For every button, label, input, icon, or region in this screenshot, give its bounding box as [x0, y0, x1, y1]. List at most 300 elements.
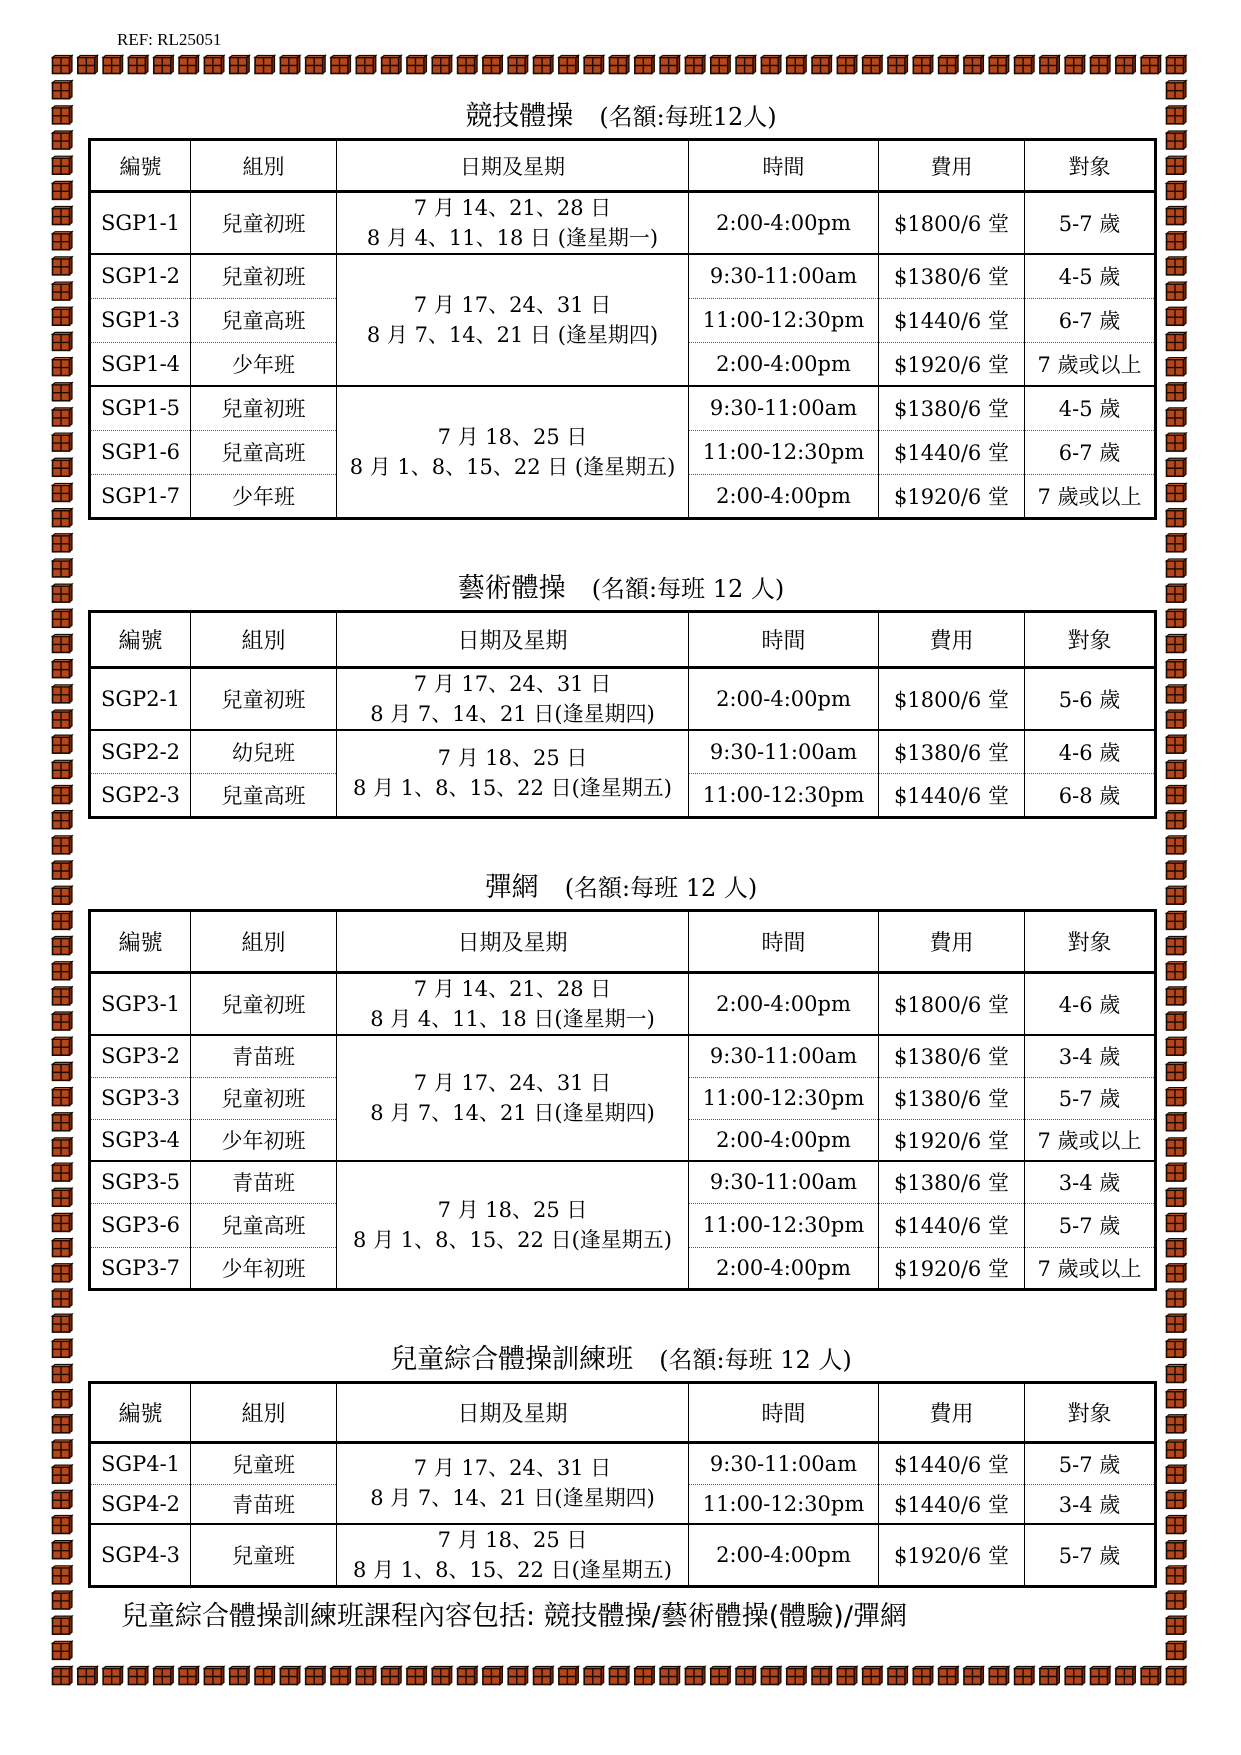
course-target: 5-7 歲 — [1025, 1203, 1156, 1247]
box-icon — [154, 56, 174, 74]
course-time: 2:00-4:00pm — [689, 973, 879, 1036]
box-icon — [1167, 1062, 1187, 1080]
box-icon — [1141, 1667, 1161, 1685]
course-target: 5-7 歲 — [1025, 1524, 1156, 1587]
course-dates — [337, 254, 689, 386]
box-icon — [53, 81, 73, 99]
box-icon — [635, 56, 655, 74]
date-line: 7 月 17、24、31 日 — [413, 293, 612, 317]
course-content-note: 兒童綜合體操訓練班課程內容包括: 競技體操/藝術體操(體驗)/彈網 — [121, 1601, 907, 1632]
box-icon — [53, 1012, 73, 1030]
box-icon — [204, 1667, 224, 1685]
course-target: 7 歲或以上 — [1025, 342, 1156, 386]
box-icon — [1167, 1314, 1187, 1332]
course-time: 11:00-12:30pm — [689, 774, 879, 818]
course-code: SGP2-1 — [90, 667, 191, 730]
box-icon — [1167, 433, 1187, 451]
course-time: 9:30-11:00am — [689, 386, 879, 430]
box-icon — [230, 56, 250, 74]
course-group: 青苗班 — [191, 1161, 337, 1203]
course-code: SGP4-2 — [90, 1484, 191, 1524]
course-code: SGP1-2 — [90, 254, 191, 298]
box-icon — [1167, 1591, 1187, 1609]
date-line: 8 月 1、8、15、22 日(逢星期五) — [353, 1558, 672, 1582]
box-icon — [508, 56, 528, 74]
box-icon — [1167, 911, 1187, 929]
course-fee: $1920/6 堂 — [879, 1524, 1025, 1587]
box-icon — [53, 1264, 73, 1282]
table-row — [90, 973, 1156, 1036]
course-dates — [337, 1442, 689, 1524]
course-target: 5-7 歲 — [1025, 192, 1156, 255]
box-icon — [179, 1667, 199, 1685]
box-icon — [53, 1062, 73, 1080]
box-icon — [53, 886, 73, 904]
box-icon — [1167, 1188, 1187, 1206]
box-icon — [837, 1667, 857, 1685]
column-header: 費用 — [879, 1382, 1025, 1442]
table-row — [90, 1524, 1156, 1587]
box-icon — [1167, 735, 1187, 753]
box-icon — [154, 1667, 174, 1685]
course-time: 11:00-12:30pm — [689, 430, 879, 474]
box-icon — [1167, 207, 1187, 225]
course-target: 7 歲或以上 — [1025, 1247, 1156, 1289]
box-icon — [787, 1667, 807, 1685]
course-table — [88, 138, 1157, 520]
box-icon — [1167, 81, 1187, 99]
course-code: SGP3-7 — [90, 1247, 191, 1289]
column-header: 對象 — [1025, 911, 1156, 973]
box-icon — [53, 358, 73, 376]
date-line: 7 月 18、25 日 — [437, 746, 588, 771]
table-row — [90, 386, 1156, 430]
course-dates — [337, 192, 689, 255]
box-icon — [534, 1667, 554, 1685]
box-icon — [331, 1667, 351, 1685]
course-group: 幼兒班 — [191, 730, 337, 774]
column-header: 日期及星期 — [337, 1382, 689, 1442]
date-line: 8 月 7、14、21 日(逢星期四) — [370, 701, 655, 726]
date-line: 8 月 4、11、18 日(逢星期一) — [370, 1007, 655, 1031]
box-icon — [179, 56, 199, 74]
box-icon — [407, 56, 427, 74]
box-icon — [382, 1667, 402, 1685]
column-header: 對象 — [1025, 611, 1156, 667]
box-icon — [1167, 1264, 1187, 1282]
box-icon — [685, 56, 705, 74]
box-icon — [53, 987, 73, 1005]
box-icon — [1167, 181, 1187, 199]
course-time: 11:00-12:30pm — [689, 1203, 879, 1247]
box-icon — [1167, 1490, 1187, 1508]
course-group: 兒童初班 — [191, 667, 337, 730]
box-icon — [1015, 1667, 1034, 1685]
box-icon — [53, 1163, 73, 1181]
course-target: 7 歲或以上 — [1025, 474, 1156, 518]
box-icon — [1167, 106, 1187, 124]
box-icon — [53, 1641, 73, 1659]
box-icon — [1167, 56, 1187, 74]
course-code: SGP1-5 — [90, 386, 191, 430]
box-icon — [53, 1515, 73, 1533]
box-icon — [939, 56, 959, 74]
course-group: 兒童高班 — [191, 774, 337, 818]
box-icon — [103, 56, 123, 74]
course-fee: $1800/6 堂 — [879, 667, 1025, 730]
column-header: 時間 — [689, 140, 879, 192]
box-icon — [53, 861, 73, 879]
box-icon — [1167, 1012, 1187, 1030]
section-quota: (名額:每班 12 人) — [564, 874, 758, 902]
course-target: 5-7 歲 — [1025, 1077, 1156, 1119]
course-code: SGP3-1 — [90, 973, 191, 1036]
box-icon — [1167, 609, 1187, 627]
box-icon — [1167, 1541, 1187, 1559]
date-line: 7 月 18、25 日 — [437, 424, 588, 449]
box-icon — [913, 1667, 933, 1685]
box-icon — [1167, 1641, 1187, 1659]
course-target: 4-5 歲 — [1025, 386, 1156, 430]
box-icon — [1167, 1339, 1187, 1357]
box-icon — [53, 232, 73, 250]
box-icon — [483, 1667, 503, 1685]
box-icon — [1167, 509, 1187, 527]
column-header: 編號 — [90, 1382, 191, 1442]
course-code: SGP3-3 — [90, 1077, 191, 1119]
course-fee: $1380/6 堂 — [879, 1035, 1025, 1077]
box-icon — [53, 1490, 73, 1508]
box-icon — [230, 1667, 250, 1685]
date-line: 8 月 1、8、15、22 日(逢星期五) — [353, 1227, 672, 1252]
date-line: 7 月 17、24、31 日 — [413, 1071, 612, 1095]
course-group: 青苗班 — [191, 1484, 337, 1524]
column-header: 時間 — [689, 911, 879, 973]
box-icon — [53, 1566, 73, 1584]
box-icon — [1167, 156, 1187, 174]
box-icon — [1091, 56, 1111, 74]
box-icon — [1167, 282, 1187, 300]
box-icon — [1167, 257, 1187, 275]
box-icon — [964, 1667, 984, 1685]
box-icon — [1167, 1113, 1187, 1131]
course-group: 兒童班 — [191, 1442, 337, 1484]
box-icon — [1167, 307, 1187, 325]
course-time: 2:00-4:00pm — [689, 1247, 879, 1289]
date-line: 8 月 7、14、21 日(逢星期四) — [370, 1486, 655, 1511]
box-icon — [53, 1415, 73, 1433]
course-dates — [337, 386, 689, 518]
course-group: 兒童高班 — [191, 1203, 337, 1247]
table-header-row — [90, 611, 1156, 667]
section-title — [88, 1339, 1154, 1381]
table-header-row — [90, 140, 1156, 192]
box-icon — [863, 1667, 883, 1685]
box-icon — [331, 56, 351, 74]
box-icon — [53, 1088, 73, 1106]
date-line: 8 月 7、14、21 日(逢星期四) — [370, 1101, 655, 1125]
box-icon — [53, 534, 73, 552]
box-icon — [888, 56, 908, 74]
box-icon — [660, 1667, 680, 1685]
course-group: 少年班 — [191, 342, 337, 386]
box-icon — [53, 1138, 73, 1156]
course-time: 2:00-4:00pm — [689, 1524, 879, 1587]
box-icon — [53, 1113, 73, 1131]
course-time: 9:30-11:00am — [689, 1035, 879, 1077]
box-icon — [458, 56, 478, 74]
course-target: 3-4 歲 — [1025, 1035, 1156, 1077]
course-group: 兒童初班 — [191, 254, 337, 298]
course-time: 9:30-11:00am — [689, 1161, 879, 1203]
box-icon — [584, 56, 604, 74]
date-line: 7 月 14、21、28 日 — [413, 196, 612, 220]
course-group: 少年初班 — [191, 1119, 337, 1161]
course-fee: $1920/6 堂 — [879, 474, 1025, 518]
date-line: 8 月 1、8、15、22 日(逢星期五) — [353, 776, 672, 801]
box-icon — [1167, 987, 1187, 1005]
course-code: SGP2-3 — [90, 774, 191, 818]
course-target: 6-7 歲 — [1025, 430, 1156, 474]
box-icon — [255, 1667, 275, 1685]
box-icon — [1167, 458, 1187, 476]
course-fee: $1920/6 堂 — [879, 1247, 1025, 1289]
course-dates — [337, 973, 689, 1036]
box-icon — [53, 1541, 73, 1559]
box-icon — [53, 1213, 73, 1231]
box-icon — [53, 937, 73, 955]
box-icon — [559, 56, 579, 74]
box-icon — [382, 56, 402, 74]
box-icon — [306, 1667, 326, 1685]
column-header: 日期及星期 — [337, 611, 689, 667]
table-header-row — [90, 911, 1156, 973]
course-code: SGP1-4 — [90, 342, 191, 386]
box-icon — [53, 1616, 73, 1634]
reference-number: REF: RL25051 — [117, 30, 222, 49]
box-icon — [1167, 811, 1187, 829]
box-icon — [53, 1465, 73, 1483]
box-icon — [1167, 408, 1187, 426]
table-row — [90, 192, 1156, 255]
box-icon — [53, 760, 73, 778]
box-icon — [964, 56, 984, 74]
box-icon — [989, 1667, 1009, 1685]
course-code: SGP1-3 — [90, 298, 191, 342]
box-icon — [863, 56, 883, 74]
course-target: 7 歲或以上 — [1025, 1119, 1156, 1161]
box-icon — [660, 56, 680, 74]
course-code: SGP3-5 — [90, 1161, 191, 1203]
course-time: 9:30-11:00am — [689, 730, 879, 774]
date-line: 8 月 1、8、15、22 日 (逢星期五) — [349, 454, 676, 479]
box-icon — [1167, 660, 1187, 678]
box-icon — [1167, 685, 1187, 703]
course-group: 兒童初班 — [191, 1077, 337, 1119]
box-icon — [53, 710, 73, 728]
course-target: 4-6 歲 — [1025, 973, 1156, 1036]
box-icon — [1141, 56, 1161, 74]
course-fee: $1440/6 堂 — [879, 1203, 1025, 1247]
box-icon — [53, 1667, 73, 1685]
box-icon — [1167, 1364, 1187, 1382]
table-row — [90, 254, 1156, 298]
box-icon — [53, 332, 73, 350]
box-icon — [407, 1667, 427, 1685]
box-icon — [1167, 1440, 1187, 1458]
column-header: 費用 — [879, 611, 1025, 667]
table-header-row — [90, 1382, 1156, 1442]
course-fee: $1440/6 堂 — [879, 1442, 1025, 1484]
box-icon — [53, 911, 73, 929]
course-code: SGP3-4 — [90, 1119, 191, 1161]
box-icon — [103, 1667, 123, 1685]
box-icon — [306, 56, 326, 74]
box-icon — [53, 811, 73, 829]
box-icon — [280, 56, 300, 74]
course-group: 少年初班 — [191, 1247, 337, 1289]
course-dates — [337, 730, 689, 818]
box-icon — [53, 1289, 73, 1307]
box-icon — [53, 483, 73, 501]
date-line: 7 月 14、21、28 日 — [413, 977, 612, 1001]
box-icon — [78, 56, 98, 74]
box-icon — [53, 181, 73, 199]
column-header: 組別 — [191, 911, 337, 973]
box-icon — [989, 56, 1009, 74]
course-code: SGP2-2 — [90, 730, 191, 774]
course-group: 青苗班 — [191, 1035, 337, 1077]
box-icon — [1015, 56, 1034, 74]
box-icon — [787, 56, 807, 74]
box-icon — [53, 1188, 73, 1206]
column-header: 編號 — [90, 611, 191, 667]
box-icon — [128, 1667, 148, 1685]
box-icon — [1167, 131, 1187, 149]
box-icon — [53, 785, 73, 803]
box-icon — [1167, 1415, 1187, 1433]
box-icon — [812, 1667, 832, 1685]
course-target: 4-5 歲 — [1025, 254, 1156, 298]
box-icon — [1167, 1163, 1187, 1181]
box-icon — [280, 1667, 300, 1685]
box-icon — [483, 56, 503, 74]
course-target: 6-8 歲 — [1025, 774, 1156, 818]
box-icon — [610, 1667, 630, 1685]
column-header: 費用 — [879, 140, 1025, 192]
box-icon — [1116, 1667, 1136, 1685]
box-icon — [1065, 56, 1085, 74]
box-icon — [53, 660, 73, 678]
course-fee: $1380/6 堂 — [879, 1161, 1025, 1203]
course-target: 6-7 歲 — [1025, 298, 1156, 342]
box-icon — [1167, 861, 1187, 879]
box-icon — [1167, 1213, 1187, 1231]
box-icon — [736, 1667, 756, 1685]
course-code: SGP1-7 — [90, 474, 191, 518]
box-icon — [53, 156, 73, 174]
course-target: 3-4 歲 — [1025, 1161, 1156, 1203]
course-fee: $1440/6 堂 — [879, 1484, 1025, 1524]
column-header: 對象 — [1025, 1382, 1156, 1442]
box-icon — [53, 131, 73, 149]
course-code: SGP3-6 — [90, 1203, 191, 1247]
box-icon — [1167, 1566, 1187, 1584]
course-target: 4-6 歲 — [1025, 730, 1156, 774]
box-icon — [1167, 710, 1187, 728]
section-quota: (名額:每班 12 人) — [591, 574, 785, 603]
course-code: SGP1-1 — [90, 192, 191, 255]
column-header: 編號 — [90, 911, 191, 973]
course-group: 兒童初班 — [191, 973, 337, 1036]
date-line: 7 月 17、24、31 日 — [413, 671, 612, 696]
box-icon — [1167, 358, 1187, 376]
box-icon — [53, 1591, 73, 1609]
box-icon — [761, 1667, 781, 1685]
box-icon — [1167, 534, 1187, 552]
column-header: 組別 — [191, 611, 337, 667]
box-icon — [53, 1440, 73, 1458]
box-icon — [939, 1667, 959, 1685]
course-time: 2:00-4:00pm — [689, 1119, 879, 1161]
box-icon — [432, 1667, 452, 1685]
box-icon — [356, 1667, 376, 1685]
course-dates — [337, 1524, 689, 1587]
box-icon — [53, 1364, 73, 1382]
section-quota: (名額:每班 12 人) — [659, 1345, 852, 1374]
box-icon — [53, 106, 73, 124]
course-time: 11:00-12:30pm — [689, 298, 879, 342]
table-row — [90, 1442, 1156, 1484]
box-icon — [1167, 1289, 1187, 1307]
course-fee: $1380/6 堂 — [879, 730, 1025, 774]
column-header: 組別 — [191, 1382, 337, 1442]
box-icon — [53, 584, 73, 602]
box-icon — [1167, 634, 1187, 652]
box-icon — [53, 1037, 73, 1055]
box-icon — [78, 1667, 98, 1685]
box-icon — [888, 1667, 908, 1685]
box-icon — [1167, 962, 1187, 980]
course-fee: $1920/6 堂 — [879, 342, 1025, 386]
section-name: 藝術體操 — [457, 572, 566, 604]
course-time: 9:30-11:00am — [689, 254, 879, 298]
box-icon — [584, 1667, 604, 1685]
box-icon — [1167, 1515, 1187, 1533]
box-icon — [53, 282, 73, 300]
date-line: 8 月 7、14、21 日 (逢星期四) — [366, 323, 659, 347]
course-fee: $1440/6 堂 — [879, 430, 1025, 474]
column-header: 時間 — [689, 1382, 879, 1442]
column-header: 費用 — [879, 911, 1025, 973]
box-icon — [53, 1314, 73, 1332]
box-icon — [534, 56, 554, 74]
box-icon — [128, 56, 148, 74]
box-icon — [204, 56, 224, 74]
box-icon — [1167, 383, 1187, 401]
date-line: 7 月 18、25 日 — [437, 1528, 588, 1552]
box-icon — [1167, 232, 1187, 250]
box-icon — [53, 408, 73, 426]
date-line: 7 月 18、25 日 — [437, 1197, 588, 1222]
box-icon — [53, 609, 73, 627]
box-icon — [53, 962, 73, 980]
section-name: 彈網 — [484, 872, 539, 903]
box-icon — [53, 1239, 73, 1257]
box-icon — [53, 207, 73, 225]
course-time: 9:30-11:00am — [689, 1442, 879, 1484]
course-code: SGP4-1 — [90, 1442, 191, 1484]
